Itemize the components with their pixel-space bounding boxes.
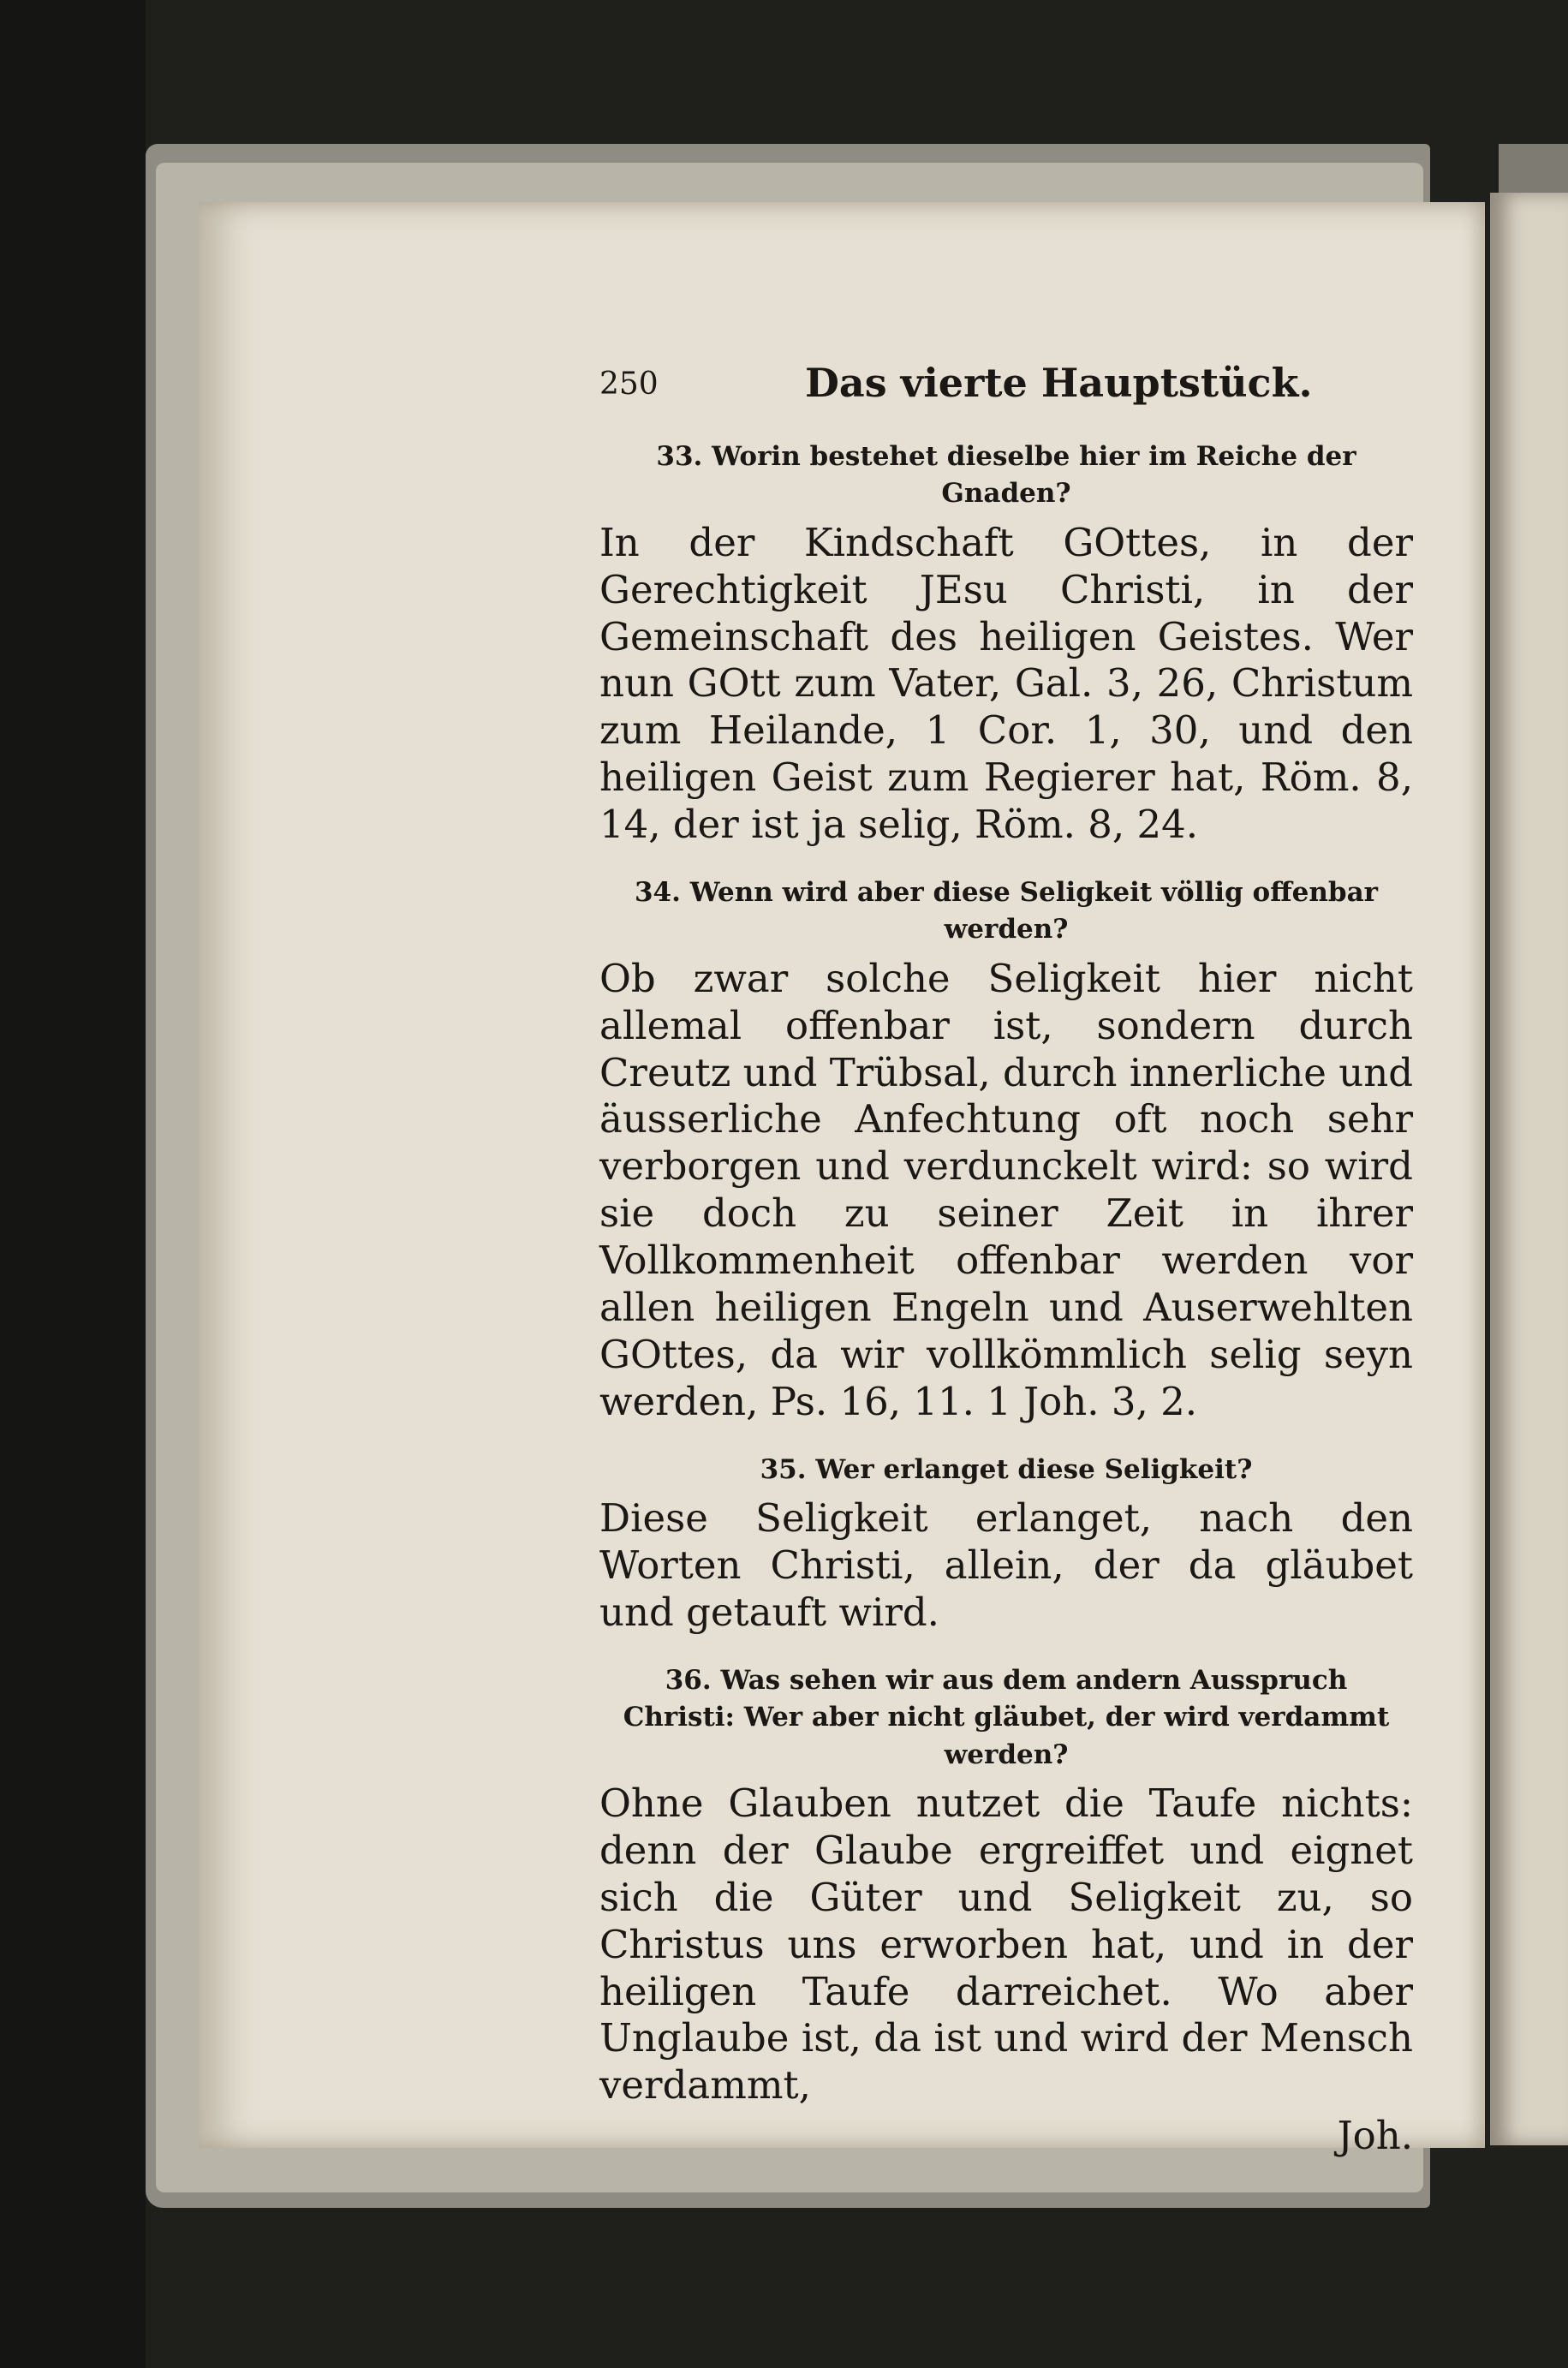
page-text [599, 360, 1413, 2160]
question-33: 33. Worin bestehet dieselbe hier im Reiche der Gnaden? [656, 441, 1356, 510]
answer-35: Diese Seligkeit erlanget, nach den Worten Christi, allein, der da gläubet und getauft wird. [599, 1495, 1413, 1635]
background-shadow [0, 0, 146, 2368]
answer-36: Ohne Glauben nutzet die Taufe nichts: denn der Glaube ergreiffet und eignet sich die Güter und Seligkeit zu, so Christus uns erworben hat, und in der heiligen Taufe darreichet. Wo aber Unglaube ist, da ist und wird der Mensch verdammt, [599, 1780, 1413, 2109]
question-34: 34. Wenn wird aber diese Seligkeit völlig offenbar werden? [634, 877, 1378, 945]
question-35: 35. Wer erlanget diese Seligkeit? [760, 1453, 1253, 1485]
question-36: 36. Was sehen wir aus dem andern Ausspruch Christi: Wer aber nicht gläubet, der wird verdammt werden? [623, 1664, 1390, 1770]
running-title: Das vierte Hauptstück. [805, 360, 1313, 406]
answer-33: In der Kindschaft GOttes, in der Gerechtigkeit JEsu Christi, in der Gemeinschaft des heiligen Geistes. Wer nun GOtt zum Vater, Gal. 3, 26, Christum zum Heilande, 1 Cor. 1, 30, und den heiligen Geist zum Regierer hat, Röm. 8, 14, der ist ja selig, Röm. 8, 24. [599, 519, 1413, 848]
facing-page-edge [1490, 193, 1568, 2145]
answer-34: Ob zwar solche Seligkeit hier nicht allemal offenbar ist, sondern durch Creutz und Trübsal, durch innerliche und äusserliche Anfechtung oft noch sehr verborgen und verdunckelt wird: so wird sie doch zu seiner Zeit in ihrer Vollkommenheit offenbar werden vor allen heiligen Engeln und Auserwehlten GOttes, da wir vollkömmlich selig seyn werden, Ps. 16, 11. 1 Joh. 3, 2. [599, 955, 1413, 1424]
page-number: 250 [599, 367, 659, 402]
page-header [599, 360, 1413, 413]
catchword: Joh. [1337, 2113, 1413, 2159]
